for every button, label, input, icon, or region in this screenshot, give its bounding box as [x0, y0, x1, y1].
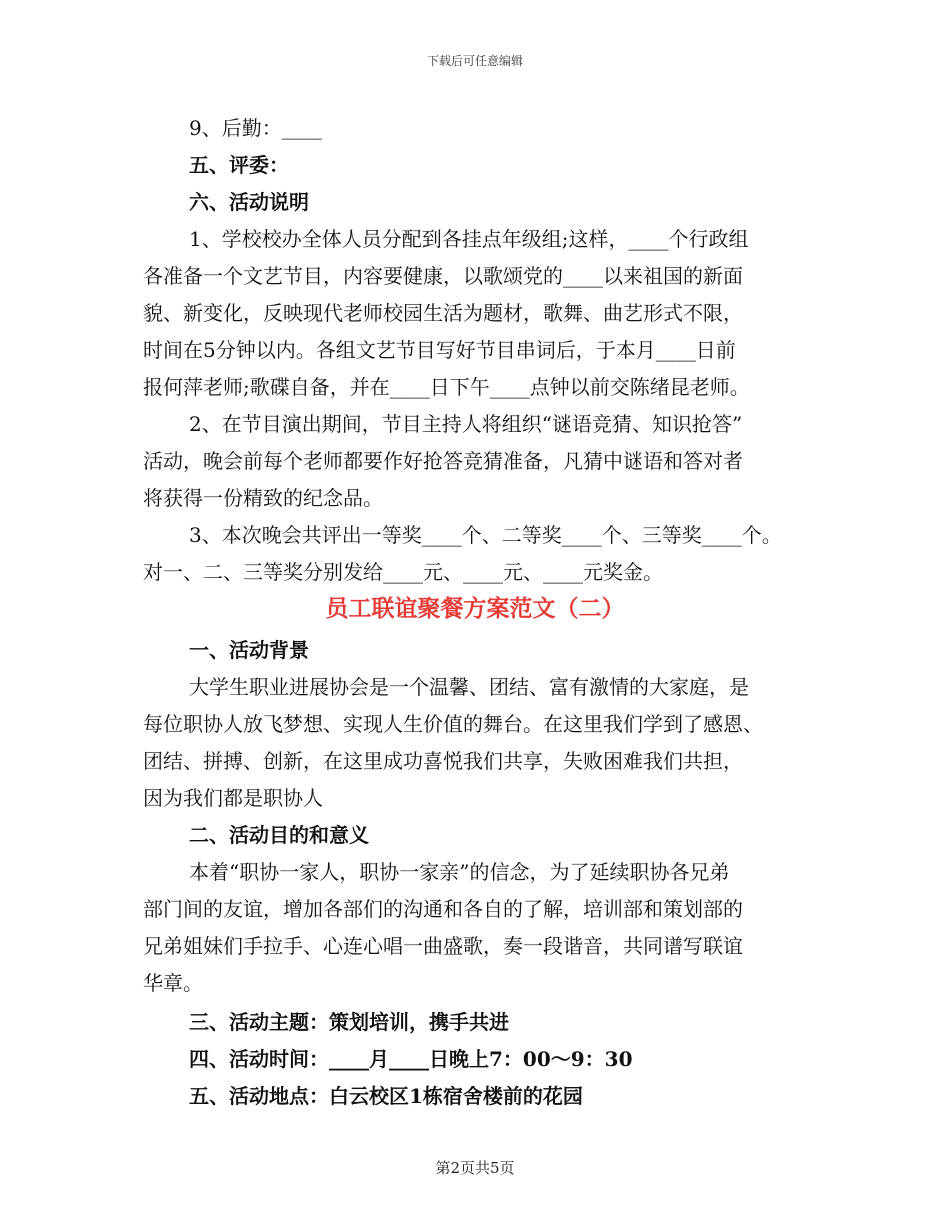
paragraph-line: 貌、新变化，反映现代老师校园生活为题材，歌舞、曲艺形式不限， [143, 301, 743, 325]
paragraph-line: 华章。 [143, 971, 203, 995]
paragraph-line: 3、本次晚会共评出一等奖____个、二等奖____个、三等奖____个。 [189, 523, 782, 547]
heading-judges: 五、评委： [189, 153, 289, 177]
paragraph-line: 报何萍老师;歌碟自备，并在____日下午____点钟以前交陈绪昆老师。 [143, 375, 750, 399]
section-title: 员工联谊聚餐方案范文（二） [325, 595, 625, 622]
paragraph-line: 本着“职协一家人，职协一家亲”的信念，为了延续职协各兄弟 [189, 860, 730, 884]
paragraph-line: 2、在节目演出期间，节目主持人将组织“谜语竞猜、知识抢答” [189, 412, 743, 436]
paragraph-line: 团结、拼搏、创新，在这里成功喜悦我们共享，失败困难我们共担， [143, 749, 743, 773]
paragraph-line: 对一、二、三等奖分别发给____元、____元、____元奖金。 [143, 560, 663, 584]
heading-time: 四、活动时间：____月____日晚上7：00～9：30 [189, 1047, 633, 1071]
heading-activity-notes: 六、活动说明 [189, 190, 309, 214]
paragraph-line: 将获得一份精致的纪念品。 [143, 486, 383, 510]
paragraph-line: 兄弟姐妹们手拉手、心连心唱一曲盛歌，奏一段谐音，共同谱写联谊 [143, 934, 743, 958]
paragraph-line: 每位职协人放飞梦想、实现人生价值的舞台。在这里我们学到了感恩、 [143, 712, 763, 736]
heading-purpose: 二、活动目的和意义 [189, 823, 369, 847]
page-header: 下载后可任意编辑 [426, 54, 523, 68]
paragraph-line: 部门间的友谊，增加各部们的沟通和各自的了解，培训部和策划部的 [143, 897, 743, 921]
paragraph-line: 各准备一个文艺节目，内容要健康，以歌颂党的____以来祖国的新面 [143, 264, 743, 288]
page-footer: 第2页共5页 [435, 1159, 515, 1177]
paragraph-line: 因为我们都是职协人 [143, 786, 323, 810]
heading-theme: 三、活动主题：策划培训，携手共进 [189, 1010, 509, 1034]
paragraph-line: 大学生职业进展协会是一个温馨、团结、富有激情的大家庭，是 [189, 675, 749, 699]
heading-location: 五、活动地点：白云校区1栋宿舍楼前的花园 [189, 1084, 583, 1108]
heading-background: 一、活动背景 [189, 638, 309, 662]
paragraph-line: 活动，晚会前每个老师都要作好抢答竞猜准备，凡猜中谜语和答对者 [143, 449, 743, 473]
paragraph-line: 时间在5分钟以内。各组文艺节目写好节目串词后，于本月____日前 [143, 338, 736, 362]
paragraph-line: 1、学校校办全体人员分配到各挂点年级组;这样，____个行政组 [189, 227, 749, 251]
item-9-logistics: 9、后勤：____ [189, 116, 322, 140]
